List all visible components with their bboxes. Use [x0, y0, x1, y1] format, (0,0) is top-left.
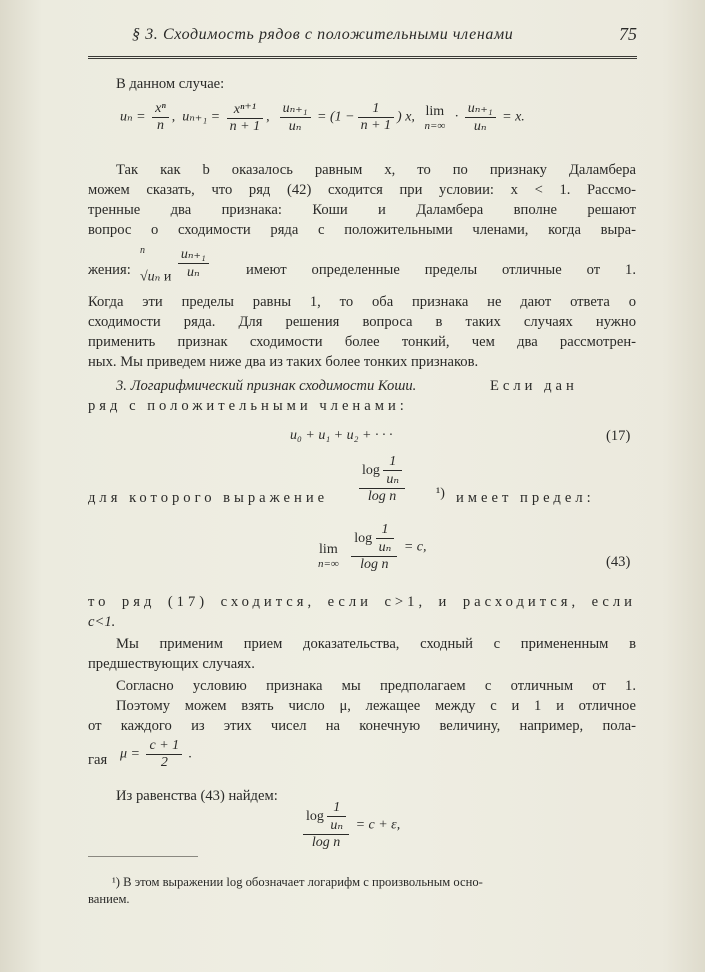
book-page: § 3. Сходимость рядов с положительными членами 75 В данном случае: uₙ = $\frac{\text{xⁿ}}{n}$ , uₙ₊₁ = $\frac{\text{xⁿ⁺¹}}{n + 1}$ , $\frac{\text{uₙ₊₁}}{\text{uₙ}}$ = (1 − $\frac{1}{n + 1}$ ) x, lim n=∞ · $\frac{\text{uₙ₊₁}}{\text{uₙ}}$ = x. Так как b оказалось равным x, то по признаку Даламбера можем сказать, что ряд (42) сходится при условии: x < 1. Рассмо- тренные два признака: Коши и Даламбера вполне решают вопрос о сходимости ряда с положительными членами, когда выра- жения: n √uₙ и $\frac{\text{uₙ₊₁}}{\text{uₙ}}$ имеют определенные пределы отличные от 1. Когда эти пределы равны 1, то оба признака не дают ответа о сходимости ряда. Для решения вопроса в таких случаях нужно применить признак сходимости более тонкий, чем два рассмотрен- ных. Мы приведем ниже два из таких более тонких признаков. 3. Логарифмический признак сходимости Коши. Если дан ряд с положительными членами: u₀ + u₁ + u₂ + · · · (17) для которого выражение log $\frac{1}{\text{uₙ}}$ log n ¹) имеет предел: lim n=∞ log $\frac{1}{\text{uₙ}}$ log n = c, (43) то ряд (17) сходится, если c>1, и расходится, если c<1. Мы применим прием доказательства, сходный с примененным в предшествующих случаях. Согласно условию признака мы предполагаем c отличным от 1. Поэтому можем взять число μ, лежащее между c и 1 и отличное от каждого из этих чисел на конечную величину, например, пола- гая μ = $\frac{c + 1}{2}$ . Из равенства (43) найдем: log $\frac{1}{\text{uₙ}}$ log n = c + ε, ¹) В этом выражении log обозначает логарифм с произвольным осно- ванием.: [0, 0, 705, 972]
text-line: Поэтому можем взять число μ, лежащее между c и 1 и отличное: [116, 698, 636, 714]
final-equation: log $\frac{1}{\text{uₙ}}$ log n = c + ε,: [300, 800, 400, 851]
text-line: от каждого из этих чисел на конечную величину, например, пола-: [88, 718, 636, 734]
equation-ratio: uₙ = $\frac{\text{xⁿ}}{n}$ , uₙ₊₁ = $\frac{\text{xⁿ⁺¹}}{n + 1}$ , $\frac{\text{uₙ₊₁}}{\text{uₙ}}$ = (1 − $\frac{1}{n + 1}$ ) x, lim n=∞ · $\frac{\text{uₙ₊₁}}{\text{uₙ}}$ = x.: [120, 101, 525, 134]
theorem-heading: 3. Логарифмический признак сходимости Коши.: [116, 378, 417, 394]
fraction: $\frac{\text{uₙ₊₁}}{\text{uₙ}}$: [280, 100, 311, 135]
text-line: Из равенства (43) найдем:: [116, 788, 278, 804]
text-line: применить признак сходимости более тонкий, чем два рассмотрен-: [88, 334, 636, 350]
text-line: Мы применим прием доказательства, сходный с примененным в: [116, 636, 636, 652]
text-line: Согласно условию признака мы предполагаем c отличным от 1.: [116, 678, 636, 694]
fraction: log $\frac{1}{\text{uₙ}}$ log n: [351, 522, 397, 573]
log-expression: [356, 454, 408, 505]
text-line: Если дан: [490, 378, 578, 394]
series-equation: u₀ + u₁ + u₂ + · · ·: [290, 428, 393, 443]
equation-number: (43): [606, 554, 631, 570]
fraction: $\frac{c + 1}{2}$: [146, 738, 182, 771]
text-line: имеет предел:: [456, 490, 595, 506]
section-title: § 3. Сходимость рядов с положительными членами: [132, 26, 514, 43]
fraction: $\frac{\text{xⁿ⁺¹}}{n + 1}$: [227, 101, 263, 135]
text-line: для которого выражение: [88, 490, 329, 506]
limit-equation: lim n=∞ log $\frac{1}{\text{uₙ}}$ log n = c,: [318, 522, 427, 572]
text-line: ных. Мы приведем ниже два из таких более тонких признаков.: [88, 354, 479, 370]
running-header: [88, 22, 637, 59]
text-line: Так как b оказалось равным x, то по признаку Даламбера: [116, 162, 636, 178]
text-line: ряд с положительными членами:: [88, 398, 408, 414]
root-expression: n √uₙ и $\frac{\text{uₙ₊₁}}{\text{uₙ}}$: [140, 244, 212, 295]
text-line: вопрос о сходимости ряда с положительными членами, когда выра-: [88, 222, 636, 238]
fraction: log $\frac{1}{\text{uₙ}}$ log n: [303, 800, 349, 851]
limit: lim n=∞: [424, 103, 446, 132]
text-line: можем сказать, что ряд (42) сходится при условии: x < 1. Рассмо-: [88, 182, 636, 198]
fraction: $\frac{\text{uₙ₊₁}}{\text{uₙ}}$: [465, 100, 496, 135]
text-line: c<1.: [88, 614, 116, 630]
footnote: [88, 874, 636, 908]
text-line: предшествующих случаях.: [88, 656, 255, 672]
text-line: тренные два признака: Коши и Даламбера вполне решают: [88, 202, 636, 218]
footnote-divider: [88, 856, 198, 857]
fraction: $\frac{\text{uₙ₊₁}}{\text{uₙ}}$: [178, 246, 209, 281]
text-line: жения:: [88, 262, 131, 278]
fraction: $\frac{1}{n + 1}$: [358, 101, 394, 134]
text-line: Когда эти пределы равны 1, то оба признака не дают ответа о: [88, 294, 636, 310]
equation-number: (17): [606, 428, 631, 444]
fraction: log $\frac{1}{\text{uₙ}}$ log n: [359, 454, 405, 505]
mu-definition: μ = $\frac{c + 1}{2}$ .: [120, 738, 193, 770]
text-line: гая: [88, 752, 108, 768]
footnote-text: В этом выражении log обозначает логарифм с произвольным осно-: [123, 875, 483, 889]
page-number: 75: [619, 24, 637, 44]
text-line: В данном случае:: [116, 76, 225, 92]
footnote-text: ванием.: [88, 892, 130, 906]
text-line: то ряд (17) сходится, если c>1, и расходится, если: [88, 594, 636, 610]
footnote-mark: ¹): [112, 875, 120, 889]
text-line: сходимости ряда. Для решения вопроса в таких случаях нужно: [88, 314, 636, 330]
fraction: $\frac{\text{xⁿ}}{n}$: [152, 101, 169, 134]
text-line: имеют определенные пределы отличные от 1.: [246, 262, 636, 278]
